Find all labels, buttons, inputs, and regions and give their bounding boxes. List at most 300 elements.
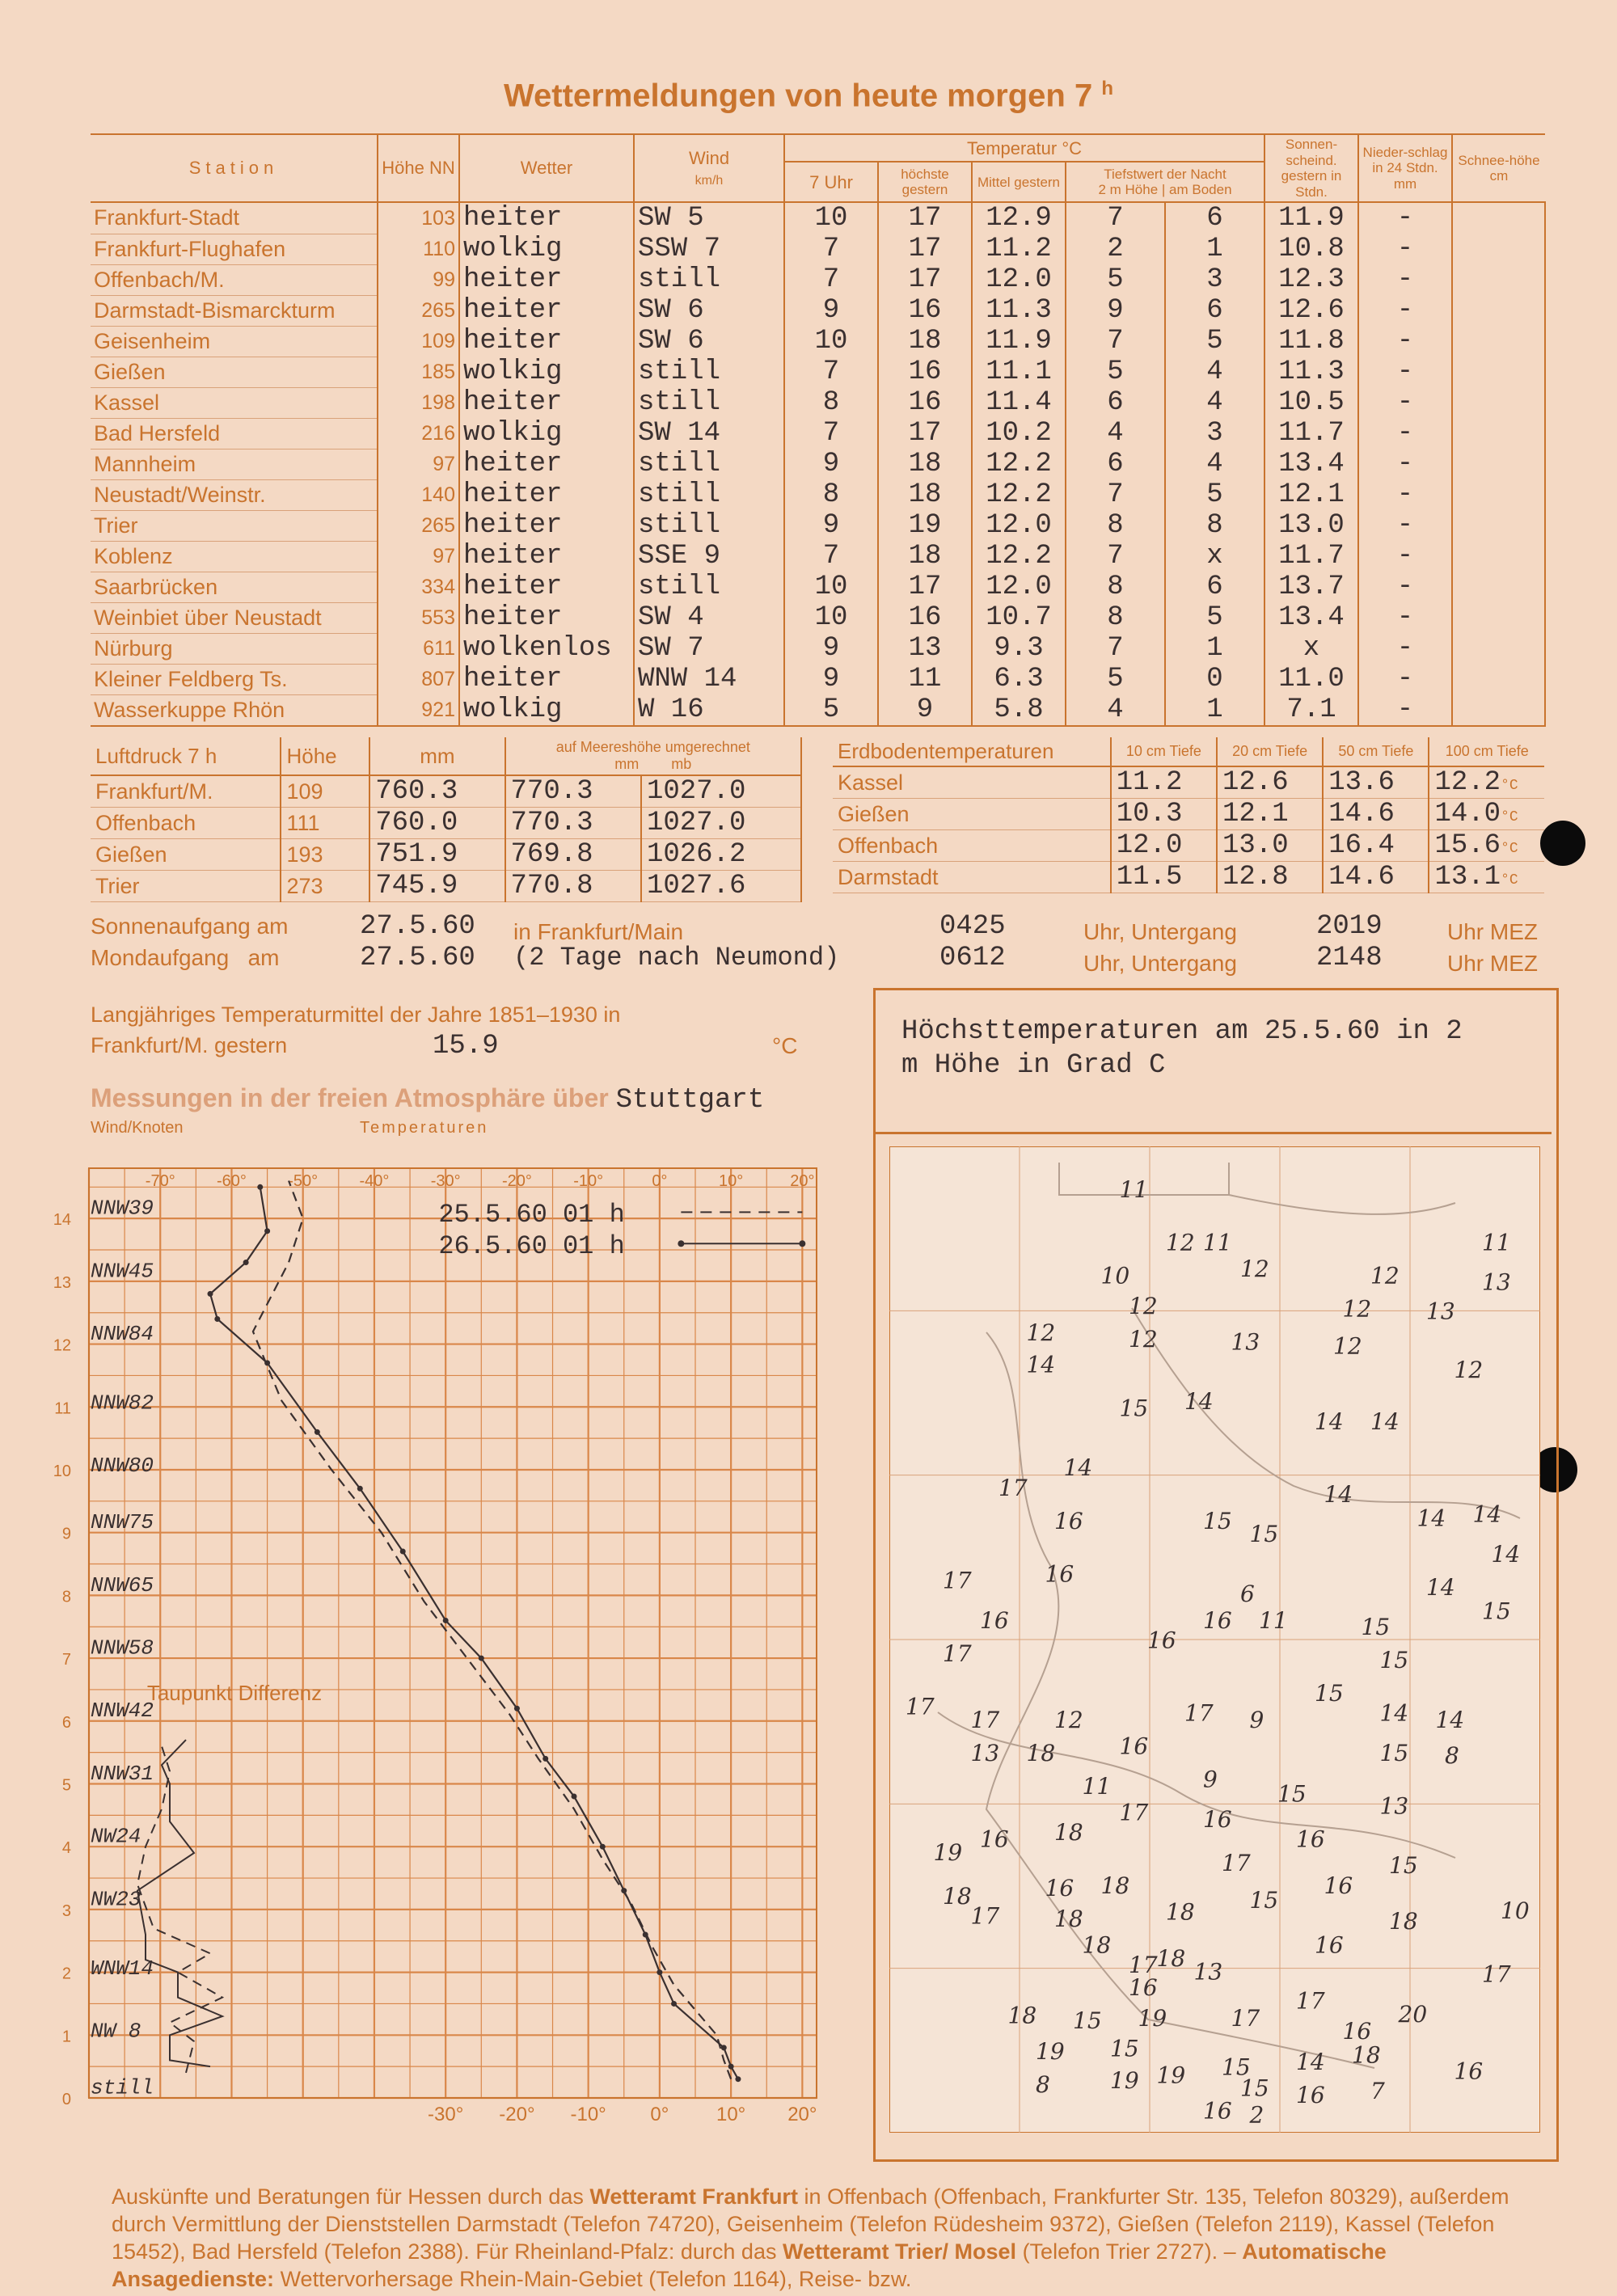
legend-25-5: 25.5.60 01 h [438,1200,625,1230]
temp-mittel: 12.2 [972,449,1066,479]
niederschlag: - [1358,202,1452,234]
temp-7uhr: 8 [784,479,878,510]
map-temperature: 15 [1119,1395,1149,1422]
hoehe: 334 [378,572,459,602]
temp-max: 18 [878,479,972,510]
temp-max: 19 [878,510,972,541]
map-temperature: 12 [1054,1706,1083,1733]
data-point [572,1794,577,1800]
data-point [400,1548,406,1554]
x-tick-label: -50° [288,1172,319,1190]
map-temperature: 14 [1315,1408,1344,1435]
wind: SW 4 [634,602,784,633]
temp-7uhr: 7 [784,264,878,295]
map-temperature: 15 [1389,1852,1418,1880]
col-temperatur: Temperatur °C [784,134,1264,162]
luftdruck-h: 193 [281,839,369,871]
station-name: Kassel [91,387,378,418]
hoehe: 110 [378,234,459,264]
wind-label: NNW65 [91,1572,154,1597]
luftdruck-h: 109 [281,775,369,808]
map-temperature: 16 [1296,1825,1325,1853]
niederschlag: - [1358,479,1452,510]
col-schnee: Schnee-höhe cm [1452,134,1545,202]
temp-max: 13 [878,633,972,664]
table-row [91,633,1545,664]
luftdruck-auf: auf Meereshöhe umgerechnet mm mb [505,737,801,775]
map-temperature: 16 [1342,2018,1372,2045]
wetter: heiter [459,387,634,418]
map-temperature: 14 [1063,1454,1093,1482]
luftdruck-h: 273 [281,871,369,902]
temp-min-boden: 6 [1165,202,1264,234]
station-name: Gießen [91,357,378,387]
table-row [91,387,1545,418]
wind: SW 6 [634,326,784,357]
hoehe: 99 [378,264,459,295]
temp-min-boden: 3 [1165,418,1264,449]
erdboden-value: 12.1 [1222,799,1289,829]
temp-mittel: 11.3 [972,295,1066,326]
hoehe: 185 [378,357,459,387]
temp-7uhr: 9 [784,664,878,694]
erdboden-value: 11.5 [1116,862,1183,893]
erdboden-value: 10.3 [1116,799,1183,829]
col-7uhr: 7 Uhr [784,162,878,202]
temp-mittel: 12.0 [972,572,1066,602]
map-temperature: 17 [1296,1987,1325,2015]
map-temperature: 12 [1129,1326,1158,1353]
erdboden-name [833,799,1111,830]
schnee [1452,479,1545,510]
unit: °C [1501,778,1518,794]
temp-min-2m: 7 [1066,633,1165,664]
temp-mittel: 5.8 [972,694,1066,726]
wetter: wolkig [459,418,634,449]
sonnenschein: 11.7 [1264,418,1358,449]
luftdruck-mm: 760.3 [369,775,505,808]
niederschlag: - [1358,694,1452,726]
erdboden-name [833,766,1111,799]
station-table [91,133,1546,727]
luftdruck-mm: 745.9 [369,871,505,902]
y-tick-label: 13 [53,1273,71,1292]
temp-7uhr: 9 [784,633,878,664]
temp-7uhr: 9 [784,449,878,479]
map-temperature: 17 [1119,1799,1149,1826]
map-temperature: 12 [1370,1262,1400,1289]
hoehe: 97 [378,541,459,572]
temp-min-2m: 7 [1066,479,1165,510]
table-row [91,264,1545,295]
hoehe: 921 [378,694,459,726]
station-name: Frankfurt-Flughafen [91,234,378,264]
sonnenschein: 12.1 [1264,479,1358,510]
niederschlag: - [1358,295,1452,326]
temp-max: 17 [878,572,972,602]
schnee [1452,633,1545,664]
erdboden-value: 13.1 [1434,862,1501,893]
x-tick-label-bottom: 20° [787,2104,817,2125]
sunrise-date: 27.5.60 [360,911,475,942]
map-temperature: 15 [1249,1886,1279,1914]
erdboden-value: 15.6 [1434,830,1501,861]
col-wetter: Wetter [459,134,634,202]
map-temperature: 14 [1416,1505,1446,1532]
taupunkt-line [137,1740,222,2066]
y-tick-label: 7 [61,1651,71,1669]
sonnenschein: 12.3 [1264,264,1358,295]
erdboden-header: Erdbodentemperaturen [833,737,1111,766]
temp-max: 11 [878,664,972,694]
erdboden-value: 14.6 [1328,799,1395,829]
table-row [91,839,801,871]
erdboden-value: 14.0 [1434,799,1501,829]
map-temperature: 18 [1082,1931,1112,1959]
temp-7uhr: 10 [784,326,878,357]
temp-mittel: 12.9 [972,202,1066,234]
erdboden-c [1323,766,1429,799]
map-temperature: 15 [1379,1739,1409,1766]
erdboden-b [1217,862,1323,893]
temp-min-2m: 5 [1066,357,1165,387]
wind-label: NNW80 [91,1454,154,1479]
wetter: heiter [459,572,634,602]
temp-mittel: 9.3 [972,633,1066,664]
sonnenschein: 11.7 [1264,541,1358,572]
map-temperature: 2 [1249,2101,1264,2129]
x-tick-label: 0° [652,1172,668,1190]
map-temperature: 15 [1249,1521,1279,1548]
schnee [1452,264,1545,295]
sonnenschein: 13.4 [1264,602,1358,633]
mittel-value: 15.9 [433,1031,499,1061]
temp-max: 18 [878,541,972,572]
wetter: heiter [459,295,634,326]
sunrise-time: 0425 [939,911,1006,942]
station-name: Kleiner Feldberg Ts. [91,664,378,694]
erdboden-a [1111,766,1217,799]
map-temperature: 15 [1240,2074,1269,2102]
temp-7uhr: 7 [784,418,878,449]
map-temperature: 13 [970,1739,1000,1766]
x-tick-label: -60° [217,1172,247,1190]
luftdruck-mm: mm [369,737,505,775]
luftdruck-name: Gießen [91,839,281,871]
wetter: heiter [459,479,634,510]
erdboden-value: Kassel [838,770,904,795]
temp-mittel: 11.1 [972,357,1066,387]
temp-mittel: 12.0 [972,510,1066,541]
station-name: Neustadt/Weinstr. [91,479,378,510]
moonrise-time: 0612 [939,943,1006,973]
wind: still [634,510,784,541]
station-name: Geisenheim [91,326,378,357]
schnee [1452,694,1545,726]
map-temperature: 11 [1082,1772,1112,1800]
temp-min-2m: 7 [1066,541,1165,572]
col-nieder: Nieder-schlag in 24 Stdn. mm [1358,134,1452,202]
map-temperature: 18 [1166,1898,1195,1926]
erdboden-value: 12.0 [1116,830,1183,861]
moonrise-unter: Uhr, Untergang [1083,951,1237,976]
footer-text: Auskünfte und Beratungen für Hessen durch das Wetteramt Frankfurt in Offenbach (Offenbach, Frankfurter Str. 135, Telefon 80329), außerdem durch Vermittlung der Dienststellen Darmstadt (Telefon 74720), Geisenheim (Telefon Rüdesheim 9372), Gießen (Telefon 2119), Kassel (Telefon 15452), Bad Hersfeld (Telefon 2388). Für Rheinland-Pfalz: durch das Wetteramt Trier/ Mosel (Telefon Trier 2727). – Automatische Ansagedienste: Wettervorhersage Rhein-Main-Gebiet (Telefon 1164), Reise- bzw. [112,2184,1509,2291]
erdboden-value: Darmstadt [838,864,939,889]
niederschlag: - [1358,418,1452,449]
col-mittel: Mittel gestern [972,162,1066,202]
station-name: Offenbach/M. [91,264,378,295]
erdboden-10: 10 cm Tiefe [1111,737,1217,766]
x-tick-label: -40° [359,1172,390,1190]
niederschlag: - [1358,326,1452,357]
temp-min-boden: 1 [1165,633,1264,664]
map-temperature: 18 [1054,1905,1083,1932]
table-row [91,808,801,839]
data-point [514,1706,520,1711]
temp-min-boden: 8 [1165,510,1264,541]
unit: °C [1501,841,1518,857]
temp-mittel: 10.7 [972,602,1066,633]
temp-7uhr: 5 [784,694,878,726]
map-temperature: 15 [1110,2035,1139,2062]
unit: °C [1501,809,1518,825]
wetter: wolkig [459,234,634,264]
erdboden-value: 13.0 [1222,830,1289,861]
map-temperature: 15 [1203,1507,1232,1534]
atmo-title: Messungen in der freien Atmosphäre über Stuttgart [91,1083,765,1116]
temp-7uhr: 7 [784,357,878,387]
map-temperature: 18 [1389,1908,1418,1935]
x-tick-label: -70° [145,1172,175,1190]
luftdruck-name: Frankfurt/M. [91,775,281,808]
temp-min-boden: 4 [1165,387,1264,418]
map-temperature: 16 [1147,1627,1176,1654]
temp-min-2m: 6 [1066,449,1165,479]
x-tick-label-bottom: -20° [499,2104,535,2125]
map-temperature: 13 [1193,1958,1223,1986]
map-temperature: 17 [998,1474,1028,1501]
temp-min-boden: 4 [1165,449,1264,479]
sonnenschein: 12.6 [1264,295,1358,326]
luftdruck-hoehe: Höhe [281,737,369,775]
map-temperature: 16 [1119,1733,1149,1760]
map-temperature: 19 [1156,2062,1186,2089]
station-name: Nürburg [91,633,378,664]
erdboden-value: 16.4 [1328,830,1395,861]
schnee [1452,449,1545,479]
temp-min-2m: 6 [1066,387,1165,418]
wind-label: NW 8 [91,2019,141,2044]
station-name: Mannheim [91,449,378,479]
sonnenschein: 11.3 [1264,357,1358,387]
niederschlag: - [1358,234,1452,264]
wind: SSE 9 [634,541,784,572]
wind-label: NW24 [91,1824,141,1849]
map-temperature: 17 [1129,1952,1158,1979]
map-title: Höchsttemperaturen am 25.5.60 in 2 m Höhe in Grad C [901,1016,1463,1081]
map-temperature: 15 [1482,1597,1511,1625]
hoehe: 807 [378,664,459,694]
luftdruck-header: Luftdruck 7 h [91,737,281,775]
temp-min-2m: 7 [1066,202,1165,234]
temp-mittel: 11.4 [972,387,1066,418]
y-tick-label: 4 [61,1839,71,1858]
temp-min-2m: 8 [1066,602,1165,633]
map-temperature: 16 [1454,2058,1484,2085]
map-temperature: 16 [1315,1931,1344,1959]
table-row [91,202,1545,234]
map-temperature: 11 [1482,1229,1511,1256]
col-wind: Wind km/h [634,134,784,202]
wind-label: NNW42 [91,1699,154,1724]
erdboden-value: 12.6 [1222,767,1289,798]
map-temperature: 6 [1240,1581,1255,1607]
data-point [257,1184,263,1190]
erdboden-b [1217,766,1323,799]
erdboden-name [833,862,1111,893]
map-temperature: 19 [1036,2037,1065,2065]
y-tick-label: 12 [53,1336,71,1355]
wetter: heiter [459,510,634,541]
wind: still [634,264,784,295]
temp-max: 16 [878,295,972,326]
hoehe: 216 [378,418,459,449]
map-temperature: 16 [1129,1974,1158,2002]
punch-hole-top [1540,821,1585,866]
y-tick-label: 2 [61,1965,71,1983]
x-tick-label: -20° [501,1172,532,1190]
map-temperature: 12 [1454,1356,1484,1383]
schnee [1452,234,1545,264]
chart-frame [89,1168,817,2098]
map-temperature: 14 [1472,1500,1502,1528]
map-temperature: 14 [1491,1540,1521,1568]
map-temperature: 12 [1333,1332,1362,1360]
sunrise-place: in Frankfurt/Main [513,919,684,944]
map-temperature: 18 [943,1882,972,1910]
temp-mittel: 11.2 [972,234,1066,264]
legend-dot [799,1240,805,1247]
map-temperature: 16 [1045,1560,1074,1588]
temp-min-2m: 9 [1066,295,1165,326]
map-temperature: 13 [1482,1268,1511,1296]
table-row [91,694,1545,726]
y-tick-label: 11 [54,1399,71,1418]
unit: °C [1501,872,1518,888]
hoehe: 97 [378,449,459,479]
luftdruck-mm2: 770.8 [505,871,641,902]
moonset-time: 2148 [1316,943,1383,973]
temp-min-boden: 5 [1165,479,1264,510]
temp-min-boden: 0 [1165,664,1264,694]
wind: still [634,357,784,387]
table-row [833,799,1544,830]
table-row [91,326,1545,357]
erdboden-d [1429,766,1544,799]
temp-min-2m: 5 [1066,664,1165,694]
erdboden-20: 20 cm Tiefe [1217,737,1323,766]
map-temperature: 16 [1054,1507,1083,1534]
temp-max: 17 [878,264,972,295]
sonnenschein: 7.1 [1264,694,1358,726]
map-temperature: 17 [970,1902,1000,1930]
atmosphere-chart [49,1160,825,2155]
luftdruck-mb: 1026.2 [641,839,801,871]
x-tick-label: -10° [573,1172,604,1190]
map-temperature: 10 [1501,1897,1530,1924]
map-temperature: 13 [1231,1328,1260,1356]
erdboden-a [1111,862,1217,893]
erdboden-value: 14.6 [1328,862,1395,893]
wind: SW 7 [634,633,784,664]
map-temperature: 17 [906,1693,935,1720]
temp-max: 18 [878,326,972,357]
luftdruck-mm2: 769.8 [505,839,641,871]
erdboden-d [1429,830,1544,862]
temp-min-2m: 8 [1066,572,1165,602]
luftdruck-mb: 1027.0 [641,775,801,808]
erdboden-a [1111,799,1217,830]
wind-label: still [91,2075,154,2100]
map-temperature: 14 [1379,1699,1409,1727]
table-row [91,357,1545,387]
table-row [91,572,1545,602]
luftdruck-table [91,737,802,902]
luftdruck-name: Offenbach [91,808,281,839]
hoehe: 109 [378,326,459,357]
map-temperature: 17 [1184,1699,1214,1727]
col-hoehe: Höhe NN [378,134,459,202]
schnee [1452,418,1545,449]
wind: still [634,572,784,602]
wind-label: NNW31 [91,1761,154,1786]
map-temperature: 12 [1166,1229,1195,1256]
temp-7uhr: 8 [784,387,878,418]
x-tick-label-bottom: 10° [716,2104,746,2125]
data-point [735,2076,741,2082]
station-name: Saarbrücken [91,572,378,602]
temp-max: 16 [878,387,972,418]
data-point [728,2064,734,2070]
data-point [208,1291,213,1297]
erdboden-c [1323,799,1429,830]
schnee [1452,510,1545,541]
wind-label: NNW58 [91,1635,154,1661]
map-temperature: 15 [1361,1614,1391,1640]
map-temperature: 20 [1398,2000,1428,2028]
wind-label: NNW82 [91,1391,154,1416]
map-temperature: 14 [1324,1481,1353,1508]
wetter: wolkig [459,357,634,387]
map-temperature: 8 [1445,1742,1459,1770]
wetter: heiter [459,664,634,694]
moon-mez: Uhr MEZ [1447,951,1538,976]
schnee [1452,572,1545,602]
wetter: heiter [459,602,634,633]
map-temperature: 19 [1110,2066,1139,2094]
map-temperature: 8 [1036,2070,1050,2098]
luftdruck-mm2: 770.3 [505,808,641,839]
y-tick-label: 0 [61,2091,71,2108]
erdboden-50: 50 cm Tiefe [1323,737,1429,766]
temp-min-2m: 7 [1066,326,1165,357]
mittel-line2: Frankfurt/M. gestern [91,1033,288,1057]
map-temperature: 16 [1203,1805,1232,1833]
map-temperature: 14 [1184,1388,1214,1416]
sunset-time: 2019 [1316,911,1383,942]
map-temperature: 13 [1379,1792,1409,1820]
luftdruck-mm: 760.0 [369,808,505,839]
